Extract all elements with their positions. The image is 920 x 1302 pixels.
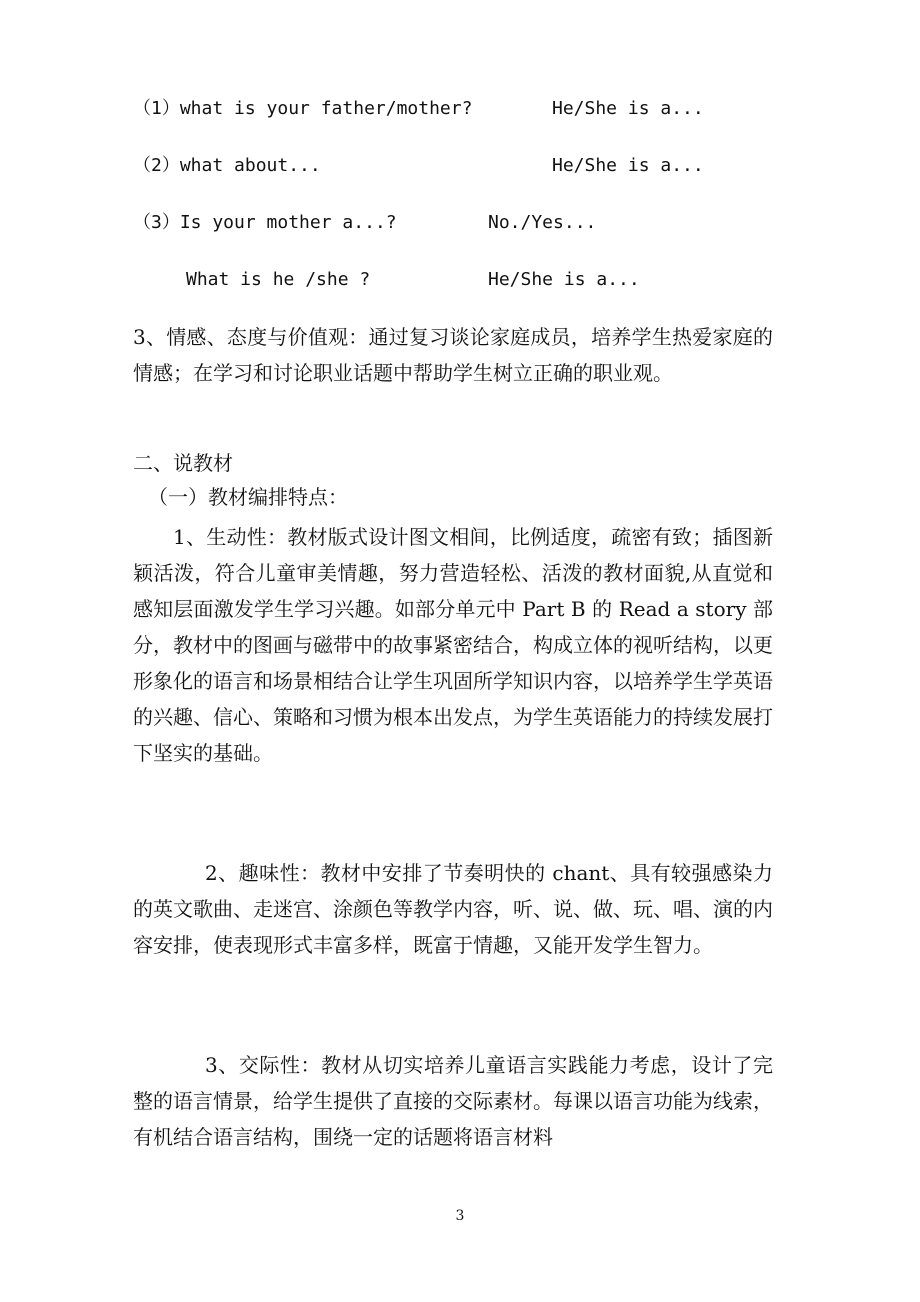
dialogue-3-answer: No./Yes...	[488, 212, 597, 233]
point-1-paragraph: 1、生动性：教材版式设计图文相间，比例适度，疏密有致；插图新颖活泼，符合儿童审美情趣，努力营造轻松、活泼的教材面貌,从直觉和感知层面激发学生学习兴趣。如部分单元中 Part B 的 Read a story 部分，教材中的图画与磁带中的故事紧密结合，构成立体的视听结构，以更形象化的语言和场景相结合让学生巩固所学知识内容，以培养学生学英语的兴趣、信心、策略和习惯为根本出发点，为学生英语能力的持续发展打下坚实的基础。	[133, 525, 773, 765]
dialogue-2-question: （2）what about...	[133, 155, 321, 176]
dialogue-2-answer: He/She is a...	[552, 155, 704, 176]
subsection-1-heading: （一）教材编排特点：	[148, 485, 348, 509]
section-2-heading: 二、说教材	[133, 451, 233, 475]
page-number: 3	[455, 1208, 465, 1224]
dialogue-3-question: （3）Is your mother a...?	[133, 212, 397, 233]
point-3-paragraph: 3、交际性：教材从切实培养儿童语言实践能力考虑，设计了完整的语言情景，给学生提供了直接的交际素材。每课以语言功能为线索，有机结合语言结构，围绕一定的话题将语言材料	[133, 1053, 773, 1149]
dialogue-1-question: （1）what is your father/mother?	[133, 98, 473, 119]
dialogue-4-answer: He/She is a...	[488, 269, 640, 290]
dialogue-1-answer: He/She is a...	[552, 98, 704, 119]
point-2-paragraph: 2、趣味性：教材中安排了节奏明快的 chant、具有较强感染力的英文歌曲、走迷宫、涂颜色等教学内容，听、说、做、玩、唱、演的内容安排，使表现形式丰富多样，既富于情趣，又能开发学生智力。	[133, 861, 773, 957]
dialogue-4-question: What is he /she ?	[186, 269, 371, 290]
goal-3-paragraph: 3、情感、态度与价值观：通过复习谈论家庭成员，培养学生热爱家庭的情感；在学习和讨论职业话题中帮助学生树立正确的职业观。	[133, 325, 773, 385]
